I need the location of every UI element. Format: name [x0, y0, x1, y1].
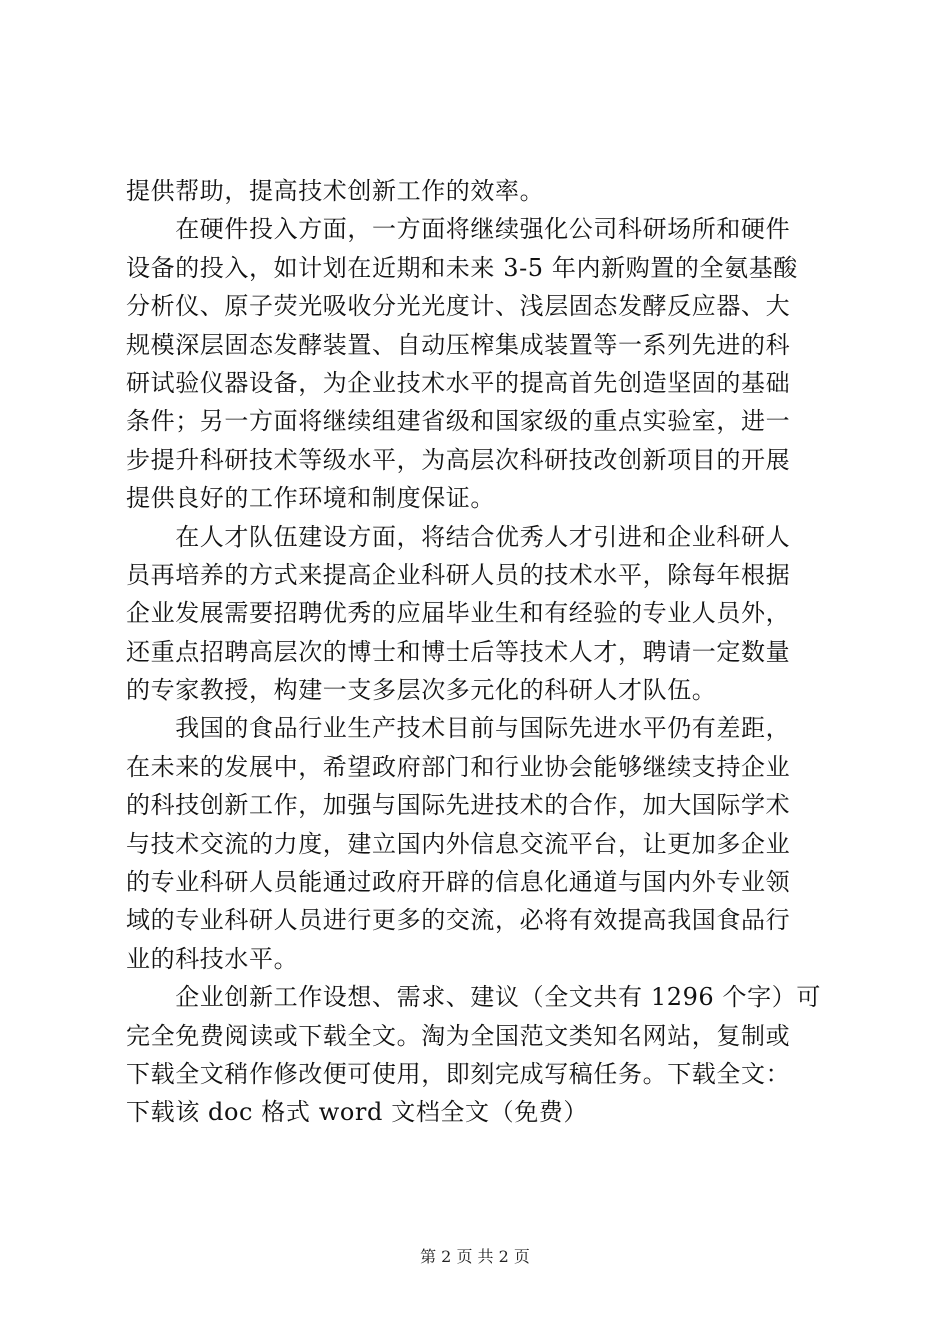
text-line: 研试验仪器设备，为企业技术水平的提高首先创造坚固的基础	[126, 368, 791, 397]
text-line: 在人才队伍建设方面，将结合优秀人才引进和企业科研人	[126, 522, 791, 551]
text-line: 员再培养的方式来提高企业科研人员的技术水平，除每年根据	[126, 560, 791, 589]
download-link-text[interactable]: 下载该 doc 格式 word 文档全文（免费）	[126, 1098, 588, 1127]
document-body	[126, 172, 831, 1132]
text-line: 分析仪、原子荧光吸收分光光度计、浅层固态发酵反应器、大	[126, 292, 791, 321]
text-line: 的科技创新工作，加强与国际先进技术的合作，加大国际学术	[126, 791, 791, 820]
text-line: 业的科技水平。	[126, 944, 299, 973]
text-line: 下载全文稍作修改便可使用，即刻完成写稿任务。下载全文：	[126, 1059, 791, 1088]
text-line: 与技术交流的力度，建立国内外信息交流平台，让更加多企业	[126, 829, 791, 858]
text-line: 企业发展需要招聘优秀的应届毕业生和有经验的专业人员外，	[126, 599, 791, 628]
text-line: 提供良好的工作环境和制度保证。	[126, 484, 495, 513]
text-line: 我国的食品行业生产技术目前与国际先进水平仍有差距，	[126, 714, 791, 743]
text-line: 域的专业科研人员进行更多的交流，必将有效提高我国食品行	[126, 906, 791, 935]
text-line: 规模深层固态发酵装置、自动压榨集成装置等一系列先进的科	[126, 330, 791, 359]
text-line: 的专业科研人员能通过政府开辟的信息化通道与国内外专业领	[126, 868, 791, 897]
text-line: 完全免费阅读或下载全文。淘为全国范文类知名网站，复制或	[126, 1021, 791, 1050]
text-line: 在未来的发展中，希望政府部门和行业协会能够继续支持企业	[126, 752, 791, 781]
text-line: 步提升科研技术等级水平，为高层次科研技改创新项目的开展	[126, 445, 791, 474]
text-line: 还重点招聘高层次的博士和博士后等技术人才，聘请一定数量	[126, 637, 791, 666]
text-line: 的专家教授，构建一支多层次多元化的科研人才队伍。	[126, 676, 717, 705]
text-line: 条件；另一方面将继续组建省级和国家级的重点实验室，进一	[126, 407, 791, 436]
text-line: 提供帮助，提高技术创新工作的效率。	[126, 177, 545, 205]
text-line: 在硬件投入方面，一方面将继续强化公司科研场所和硬件	[126, 215, 791, 244]
page-footer: 第 2 页 共 2 页	[420, 1247, 530, 1266]
text-line: 企业创新工作设想、需求、建议（全文共有 1296 个字）可	[126, 983, 821, 1012]
text-line: 设备的投入，如计划在近期和未来 3-5 年内新购置的全氨基酸	[126, 253, 798, 282]
